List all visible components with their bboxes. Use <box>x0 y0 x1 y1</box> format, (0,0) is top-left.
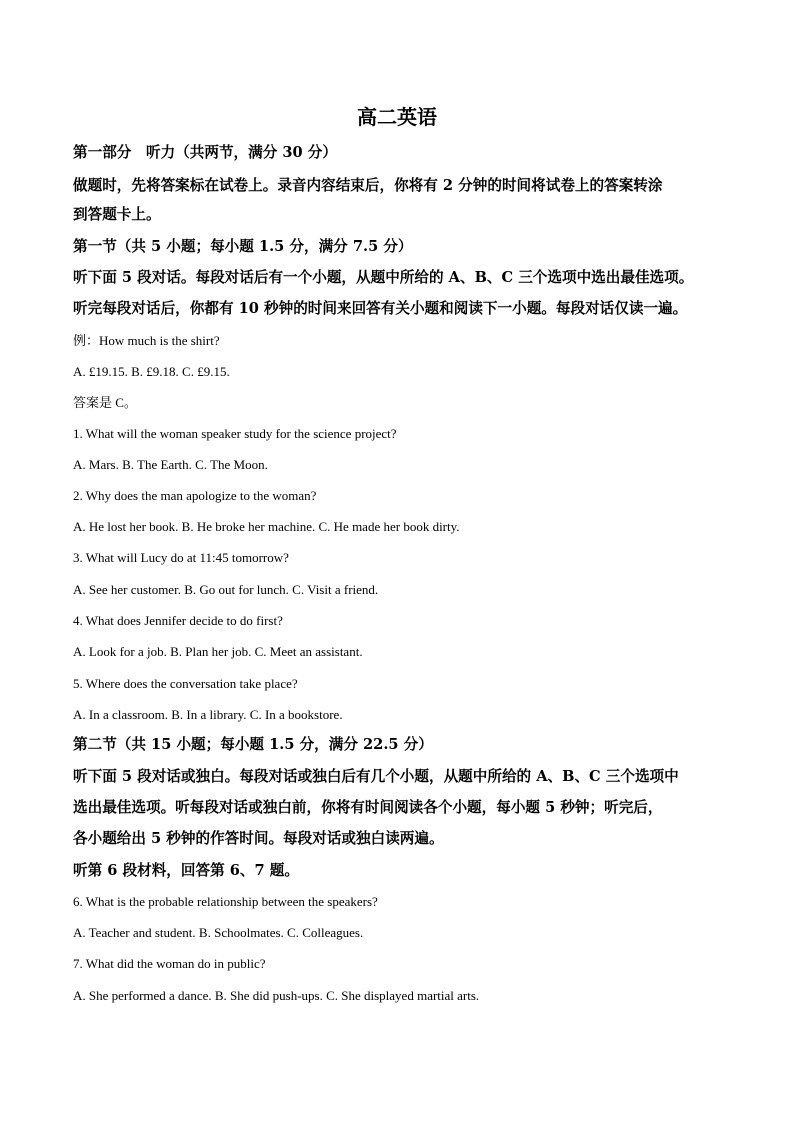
question-2-options: A. He lost her book. B. He broke her machine. C. He made her book dirty. <box>73 519 460 534</box>
example-question: 例：How much is the shirt? <box>73 333 220 348</box>
section2-instructions-line-1: 听下面 5 段对话或独白。每段对话或独白后有几个小题，从题中所给的 A、B、C 三个选项中 <box>73 768 679 785</box>
question-3: 3. What will Lucy do at 11:45 tomorrow? <box>73 550 289 565</box>
question-6-options: A. Teacher and student. B. Schoolmates. C. Colleagues. <box>73 925 364 940</box>
section2-heading: 第二节（共 15 小题；每小题 1.5 分，满分 22.5 分） <box>73 736 433 753</box>
section1-instructions-line-1: 听下面 5 段对话。每段对话后有一个小题，从题中所给的 A、B、C 三个选项中选出最佳选项。 <box>73 269 694 286</box>
example-options: A. £19.15. B. £9.18. C. £9.15. <box>73 364 230 379</box>
example-answer: 答案是 C。 <box>73 395 137 410</box>
page-title: 高二英语 <box>357 105 437 129</box>
question-2: 2. Why does the man apologize to the woman? <box>73 488 317 503</box>
question-1: 1. What will the woman speaker study for the science project? <box>73 426 397 441</box>
question-4: 4. What does Jennifer decide to do first? <box>73 613 283 628</box>
part1-heading: 第一部分 听力（共两节，满分 30 分） <box>73 144 337 161</box>
part1-intro-line-2: 到答题卡上。 <box>73 206 161 223</box>
question-5: 5. Where does the conversation take place? <box>73 676 298 691</box>
question-7: 7. What did the woman do in public? <box>73 956 266 971</box>
question-1-options: A. Mars. B. The Earth. C. The Moon. <box>73 457 268 472</box>
question-3-options: A. See her customer. B. Go out for lunch. C. Visit a friend. <box>73 582 379 597</box>
section1-instructions-line-2: 听完每段对话后，你都有 10 秒钟的时间来回答有关小题和阅读下一小题。每段对话仅读一遍。 <box>73 300 688 317</box>
question-7-options: A. She performed a dance. B. She did push-ups. C. She displayed martial arts. <box>73 988 480 1003</box>
question-5-options: A. In a classroom. B. In a library. C. In a bookstore. <box>73 707 343 722</box>
question-4-options: A. Look for a job. B. Plan her job. C. Meet an assistant. <box>73 644 363 659</box>
question-6: 6. What is the probable relationship between the speakers? <box>73 894 378 909</box>
section1-heading: 第一节（共 5 小题；每小题 1.5 分，满分 7.5 分） <box>73 238 413 255</box>
section2-instructions-line-3: 各小题给出 5 秒钟的作答时间。每段对话或独白读两遍。 <box>73 830 444 847</box>
section2-instructions-line-2: 选出最佳选项。听每段对话或独白前，你将有时间阅读各个小题，每小题 5 秒钟；听完后， <box>73 799 663 816</box>
material-6-heading: 听第 6 段材料，回答第 6、7 题。 <box>73 862 299 879</box>
part1-intro-line-1: 做题时，先将答案标在试卷上。录音内容结束后，你将有 2 分钟的时间将试卷上的答案转涂 <box>73 177 663 194</box>
